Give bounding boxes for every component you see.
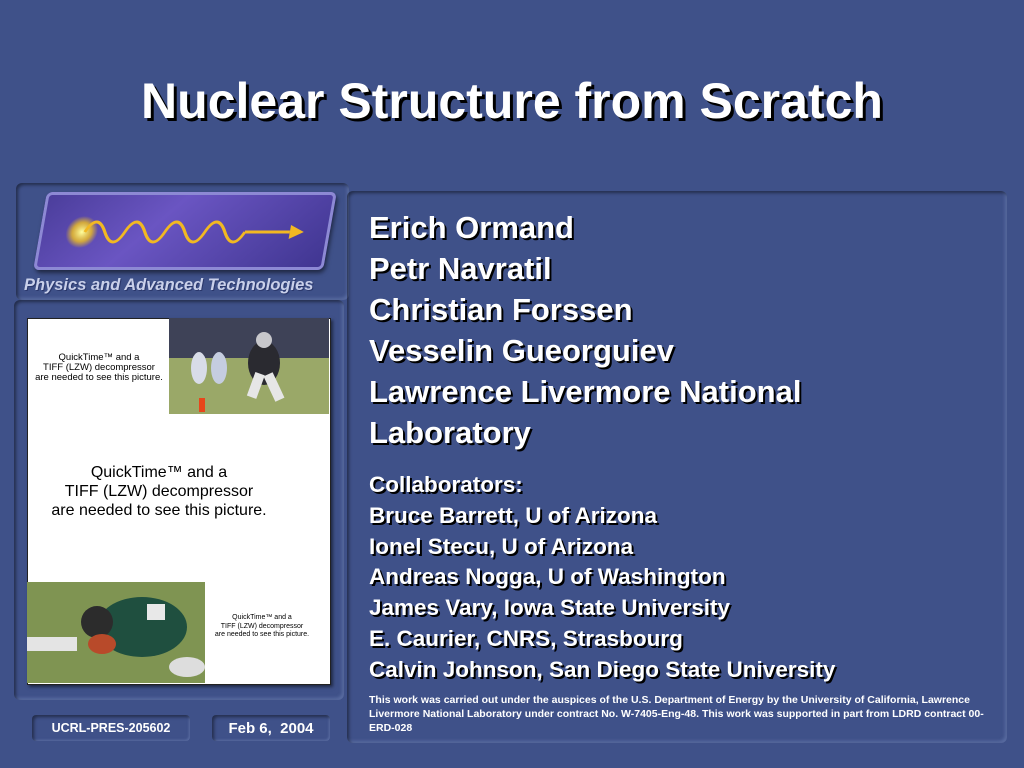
placeholder-line3: are needed to see this picture. xyxy=(35,372,163,383)
logo-banner xyxy=(33,192,337,270)
author-name: Vesselin Gueorguiev xyxy=(369,333,674,368)
author-list xyxy=(369,207,801,453)
collaborator-item: E. Caurier, CNRS, Strasbourg xyxy=(369,625,683,651)
sine-wave-arrow-icon xyxy=(33,192,337,270)
football-photo-1 xyxy=(169,318,329,414)
report-number: UCRL-PRES-205602 xyxy=(51,721,171,735)
collaborator-item: Bruce Barrett, U of Arizona xyxy=(369,502,657,528)
collaborator-item: Calvin Johnson, San Diego State University xyxy=(369,656,836,682)
placeholder-line2: TIFF (LZW) decompressor xyxy=(220,622,304,630)
placeholder-line1: QuickTime™ and a xyxy=(232,614,292,621)
logo-text: Physics and Advanced Technologies xyxy=(24,276,314,294)
report-number-box xyxy=(28,711,194,745)
institution-line: Lawrence Livermore National xyxy=(369,374,802,409)
institution-line: Laboratory xyxy=(369,415,531,450)
collaborator-item: Ionel Stecu, U of Arizona xyxy=(369,533,634,559)
quicktime-placeholder-small xyxy=(29,353,169,383)
presentation-date: Feb 6, 2004 xyxy=(228,719,314,737)
author-name: Christian Forssen xyxy=(369,292,633,327)
author-name: Erich Ormand xyxy=(369,210,574,245)
collaborators-heading: Collaborators: xyxy=(369,472,523,497)
funding-footnote: This work was carried out under the auspices of the U.S. Department of Energy by the University of California, Lawrence Livermore National Laboratory under contract No. W-7405-Eng-48. This work was supported in part from LDRD contract 00-ERD-028 xyxy=(369,694,984,734)
quicktime-placeholder-tiny xyxy=(205,614,319,640)
placeholder-line1: QuickTime™ and a xyxy=(90,464,228,481)
collaborator-item: James Vary, Iowa State University xyxy=(369,595,731,621)
author-name: Petr Navratil xyxy=(369,251,552,286)
placeholder-line2: TIFF (LZW) decompressor xyxy=(43,362,155,373)
collaborator-list xyxy=(369,470,835,686)
placeholder-line1: QuickTime™ and a xyxy=(58,352,140,363)
placeholder-line2: TIFF (LZW) decompressor xyxy=(64,483,254,500)
collaborator-item: Andreas Nogga, U of Washington xyxy=(369,564,726,590)
placeholder-line3: are needed to see this picture. xyxy=(51,502,267,519)
slide-title: Nuclear Structure from Scratch xyxy=(141,73,883,129)
placeholder-line3: are needed to see this picture. xyxy=(214,631,310,638)
football-photo-2 xyxy=(27,582,205,683)
date-box xyxy=(208,711,334,745)
quicktime-placeholder-large xyxy=(29,463,289,520)
